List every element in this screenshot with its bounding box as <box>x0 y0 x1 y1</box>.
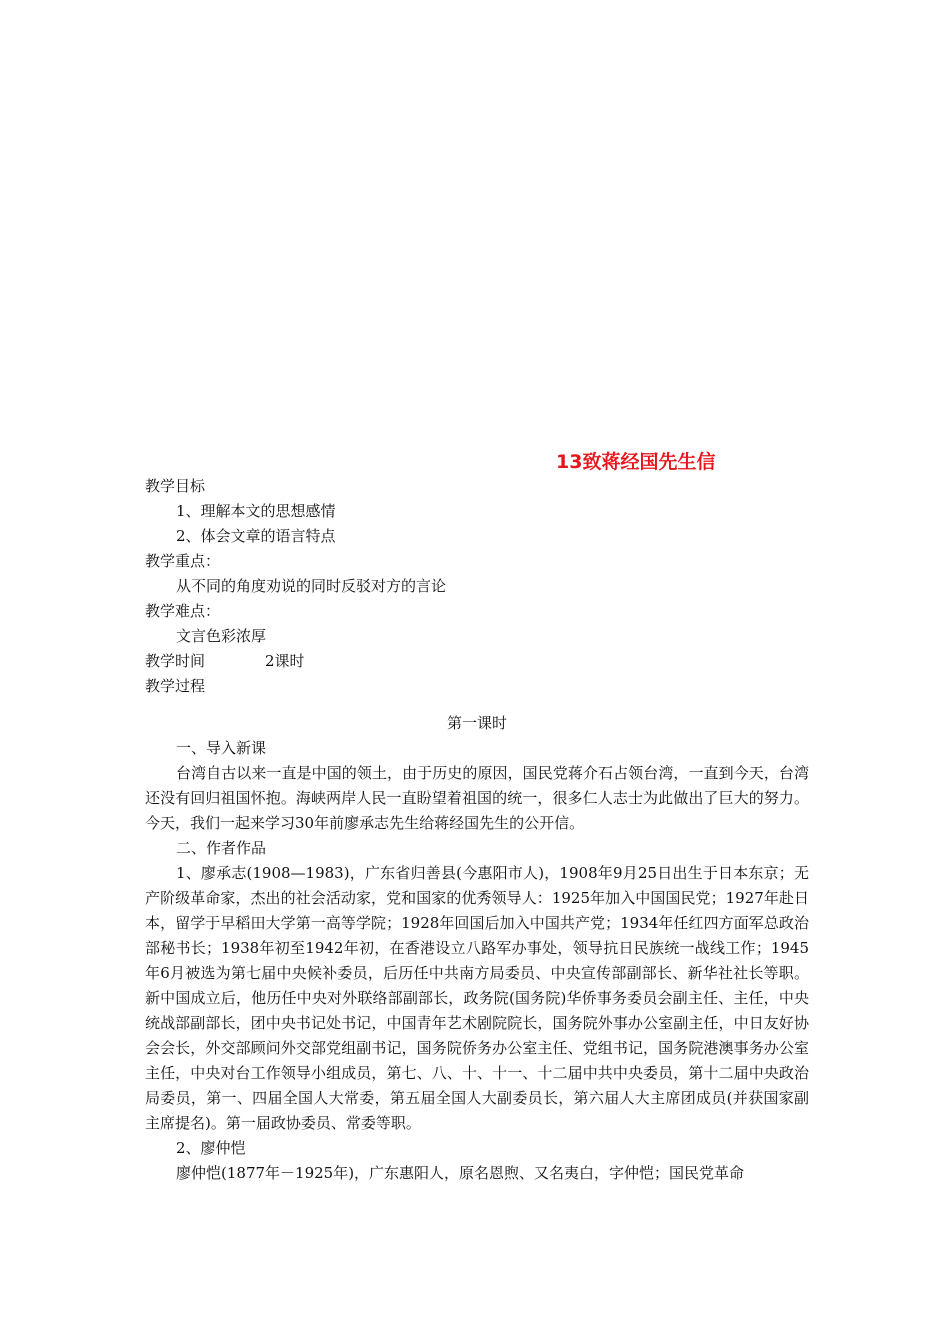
process-heading: 教学过程 <box>145 677 206 695</box>
lesson-heading: 第一课时 <box>446 714 507 732</box>
intro-heading: 一、导入新课 <box>176 739 267 757</box>
goal-item: 1、理解本文的思想感情 <box>176 502 336 520</box>
difficulty-point: 文言色彩浓厚 <box>176 627 267 645</box>
goal-item: 2、体会文章的语言特点 <box>176 527 336 545</box>
author-heading: 二、作者作品 <box>176 839 267 857</box>
document-body <box>145 474 809 1186</box>
intro-paragraph: 台湾自古以来一直是中国的领土，由于历史的原因，国民党蒋介石占领台湾，一直到今天，台湾还没有回归祖国怀抱。海峡两岸人民一直盼望着祖国的统一，很多仁人志士为此做出了巨大的努力。今天，我们一起来学习30年前廖承志先生给蒋经国先生的公开信。 <box>145 764 809 832</box>
author-paragraph-2: 廖仲恺(1877年－1925年)，广东惠阳人，原名恩煦、又名夷白，字仲恺；国民党革命 <box>176 1164 745 1182</box>
difficulty-heading: 教学难点： <box>145 602 221 620</box>
key-point: 从不同的角度劝说的同时反驳对方的言论 <box>176 577 447 595</box>
time-value: 2课时 <box>265 652 305 670</box>
author-2-heading: 2、廖仲恺 <box>176 1139 246 1157</box>
time-label: 教学时间 <box>145 652 206 670</box>
goals-heading: 教学目标 <box>145 477 206 495</box>
key-heading: 教学重点： <box>145 552 221 570</box>
teaching-time <box>145 649 809 674</box>
document-title: 13致蒋经国先生信 <box>556 451 716 473</box>
author-paragraph-1: 1、廖承志(1908—1983)，广东省归善县(今惠阳市人)，1908年9月25日出生于日本东京；无产阶级革命家，杰出的社会活动家，党和国家的优秀领导人：1925年加入中国国民党；1927年赴日本，留学于早稻田大学第一高等学院；1928年回国后加入中国共产党；1934年任红四方面军总政治部秘书长；1938年初至1942年初，在香港设立八路军办事处，领导抗日民族统一战线工作；1945年6月被选为第七届中央候补委员，后历任中共南方局委员、中央宣传部副部长、新华社社长等职。新中国成立后，他历任中央对外联络部副部长，政务院(国务院)华侨事务委员会副主任、主任，中央统战部副部长，团中央书记处书记，中国青年艺术剧院院长，国务院外事办公室副主任，中日友好协会会长，外交部顾问外交部党组副书记，国务院侨务办公室主任、党组书记，国务院港澳事务办公室主任，中央对台工作领导小组成员，第七、八、十、十一、十二届中共中央委员，第十二届中央政治局委员，第一、四届全国人大常委，第五届全国人大副委员长，第六届人大主席团成员(并获国家副主席提名)。第一届政协委员、常委等职。 <box>145 864 809 1132</box>
